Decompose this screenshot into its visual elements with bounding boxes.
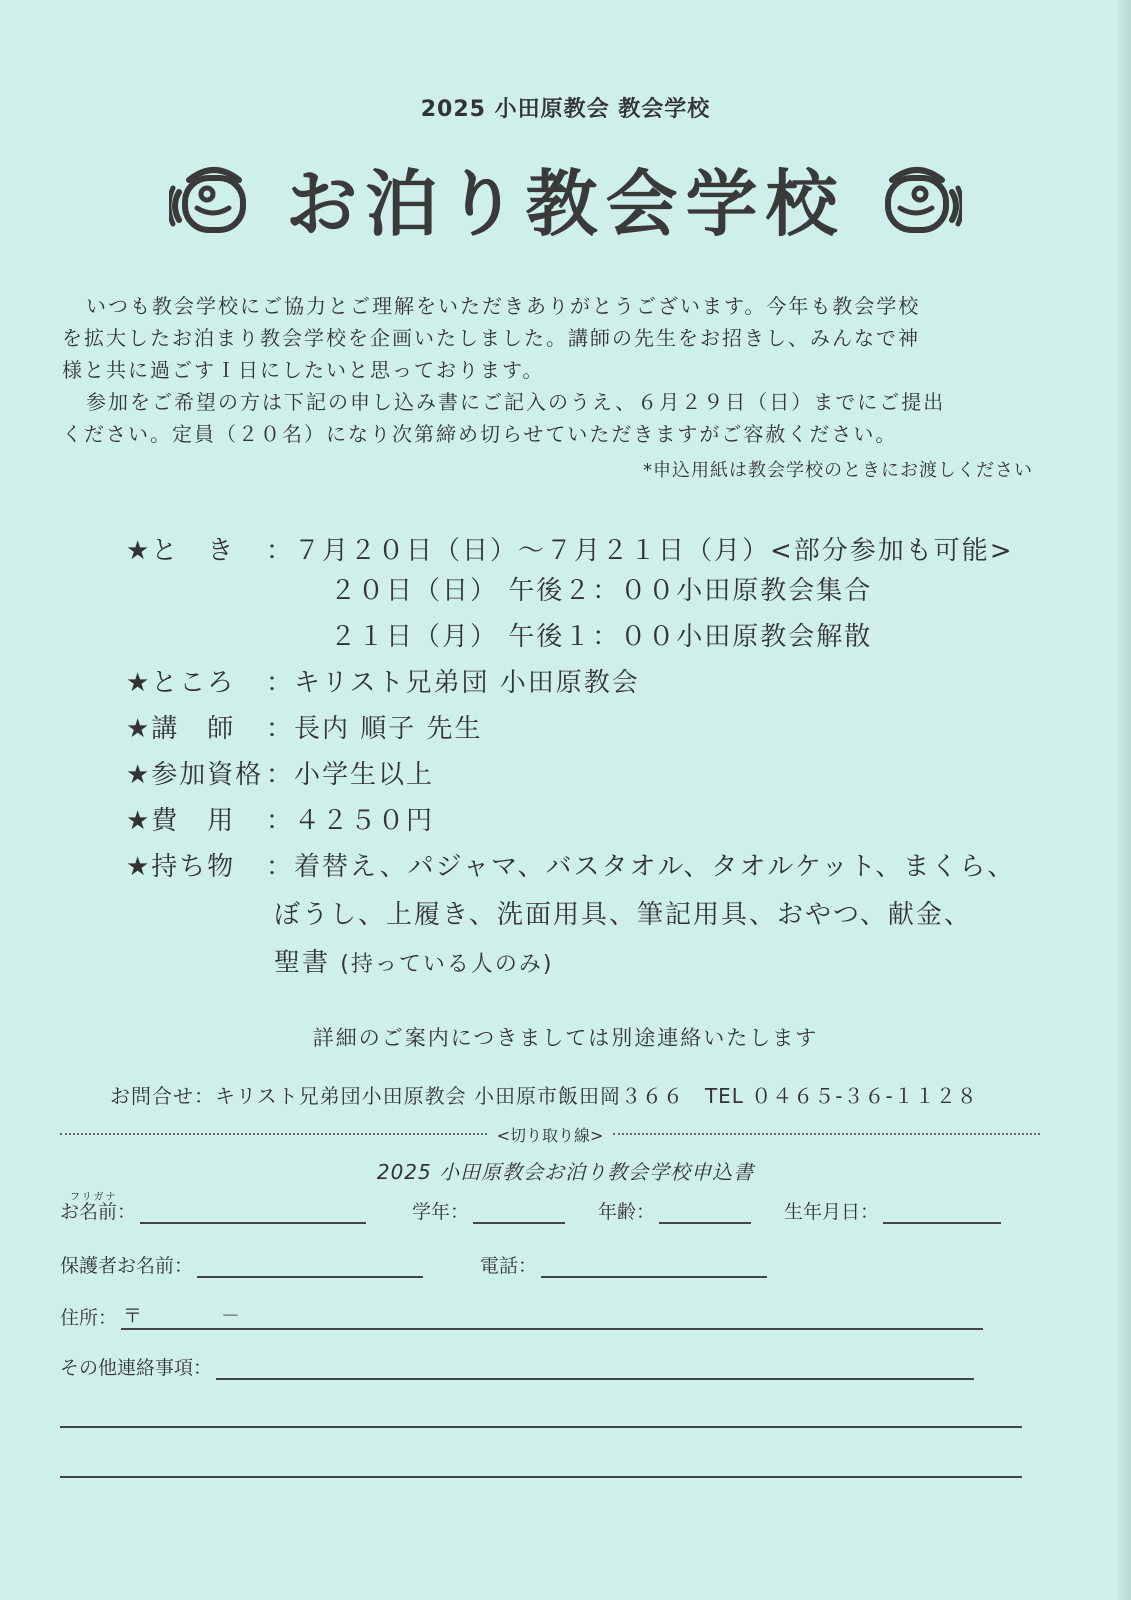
- detail-value: 長内 順子 先生: [294, 714, 483, 744]
- form-row-guardian: [60, 1244, 1040, 1278]
- name-label: お名前：: [60, 1201, 137, 1223]
- detail-label: ★持ち物: [126, 852, 236, 882]
- detail-when-sub: ２１日（月） 午後１：００小田原教会解散: [330, 622, 873, 652]
- items-bible-note: (持っている人のみ): [340, 952, 554, 977]
- detail-colon: ：: [266, 852, 295, 882]
- form-row-name: [60, 1190, 1040, 1224]
- address-blank[interactable]: [121, 1306, 983, 1330]
- intro-line: 参加をご希望の方は下記の申し込み書にご記入のうえ、６月２９日（日）までにご提出: [86, 390, 946, 414]
- grade-blank[interactable]: [473, 1200, 565, 1224]
- postal-dash: －: [221, 1305, 241, 1327]
- detail-items-line: ぼうし、上履き、洗面用具、筆記用具、おやつ、献金、: [274, 900, 972, 930]
- detail-colon: ：: [266, 806, 295, 836]
- items-bible: 聖書: [274, 948, 331, 978]
- school-bag-icon: [872, 158, 962, 238]
- name-blank[interactable]: [140, 1200, 366, 1224]
- cut-line-dots: [613, 1133, 1040, 1135]
- grade-field[interactable]: [412, 1190, 565, 1224]
- detail-items-line: [274, 942, 553, 979]
- form-row-other: [60, 1346, 1040, 1380]
- address-field[interactable]: [60, 1296, 983, 1330]
- guardian-label: 保護者お名前：: [60, 1255, 194, 1277]
- detail-colon: ：: [266, 714, 295, 744]
- address-label: 住所：: [60, 1307, 118, 1329]
- cut-line-dots: [60, 1133, 487, 1135]
- contact-info: お問合せ：キリスト兄弟団小田原教会 小田原市飯田岡３６６ TEL ０４６５-３６-１１２８: [110, 1084, 978, 1108]
- detail-when: [126, 530, 1014, 567]
- phone-label: 電話：: [480, 1255, 538, 1277]
- age-blank[interactable]: [659, 1200, 751, 1224]
- intro-text: [62, 290, 1042, 450]
- name-field[interactable]: [60, 1190, 366, 1224]
- footer-message: 詳細のご案内につきましては別途連絡いたします: [312, 1026, 819, 1050]
- intro-line: を拡大したお泊まり教会学校を企画いたしました。講師の先生をお招きし、みんなで神: [62, 326, 920, 350]
- page-subtitle: 2025 小田原教会 教会学校: [420, 97, 711, 122]
- other-blank[interactable]: [216, 1356, 974, 1380]
- note-text: *申込用紙は教会学校のときにお渡しください: [643, 460, 1033, 481]
- page-title: お泊り教会学校: [285, 162, 846, 246]
- birthday-field[interactable]: [784, 1190, 1001, 1224]
- detail-place: [126, 662, 640, 699]
- guardian-field[interactable]: [60, 1244, 423, 1278]
- detail-label: ★講 師: [126, 714, 236, 744]
- other-blank-line[interactable]: [60, 1476, 1022, 1478]
- age-label: 年齢：: [598, 1201, 656, 1223]
- detail-label: ★参加資格: [126, 760, 264, 790]
- intro-line: 様と共に過ごすＩ日にしたいと思っております。: [62, 358, 545, 382]
- guardian-blank[interactable]: [197, 1254, 423, 1278]
- other-field[interactable]: [60, 1346, 974, 1380]
- detail-fee: [126, 800, 434, 837]
- intro-line: ください。定員（２０名）になり次第締め切らせていただきますがご容赦ください。: [62, 422, 898, 446]
- detail-label: ★費 用: [126, 806, 236, 836]
- detail-when-sub: ２０日（日） 午後２：００小田原教会集合: [330, 576, 873, 606]
- phone-field[interactable]: [480, 1244, 767, 1278]
- furigana-label: フリガナ: [70, 1192, 118, 1203]
- detail-colon: ：: [266, 536, 295, 566]
- detail-value: ７月２０日（日）～７月２１日（月）<部分参加も可能>: [294, 536, 1014, 566]
- detail-value: ４２５０円: [294, 806, 435, 836]
- form-title: 2025 小田原教会お泊り教会学校申込書: [376, 1160, 755, 1184]
- cut-line: [60, 1122, 1040, 1146]
- detail-teacher: [126, 708, 483, 745]
- other-blank-line[interactable]: [60, 1426, 1022, 1428]
- detail-colon: ：: [266, 760, 295, 790]
- cut-line-label: <切り取り線>: [496, 1125, 604, 1145]
- title-row: [0, 148, 1131, 248]
- detail-value: 小学生以上: [294, 760, 435, 790]
- postal-mark: 〒: [123, 1305, 143, 1327]
- age-field[interactable]: [598, 1190, 751, 1224]
- detail-colon: ：: [266, 668, 295, 698]
- grade-label: 学年：: [412, 1201, 470, 1223]
- intro-line: いつも教会学校にご協力とご理解をいただきありがとうございます。今年も教会学校: [86, 294, 921, 318]
- detail-label: ★と き: [126, 536, 236, 566]
- detail-items: [126, 846, 1015, 883]
- detail-eligibility: [126, 754, 434, 791]
- school-bag-icon: [169, 158, 259, 238]
- birthday-blank[interactable]: [883, 1200, 1001, 1224]
- phone-blank[interactable]: [541, 1254, 767, 1278]
- detail-label: ★ところ: [126, 668, 236, 698]
- other-label: その他連絡事項：: [60, 1357, 213, 1379]
- detail-value: 着替え、パジャマ、バスタオル、タオルケット、まくら、: [294, 852, 1016, 882]
- detail-value: キリスト兄弟団 小田原教会: [294, 668, 640, 698]
- birthday-label: 生年月日：: [784, 1201, 880, 1223]
- form-row-address: [60, 1296, 1040, 1330]
